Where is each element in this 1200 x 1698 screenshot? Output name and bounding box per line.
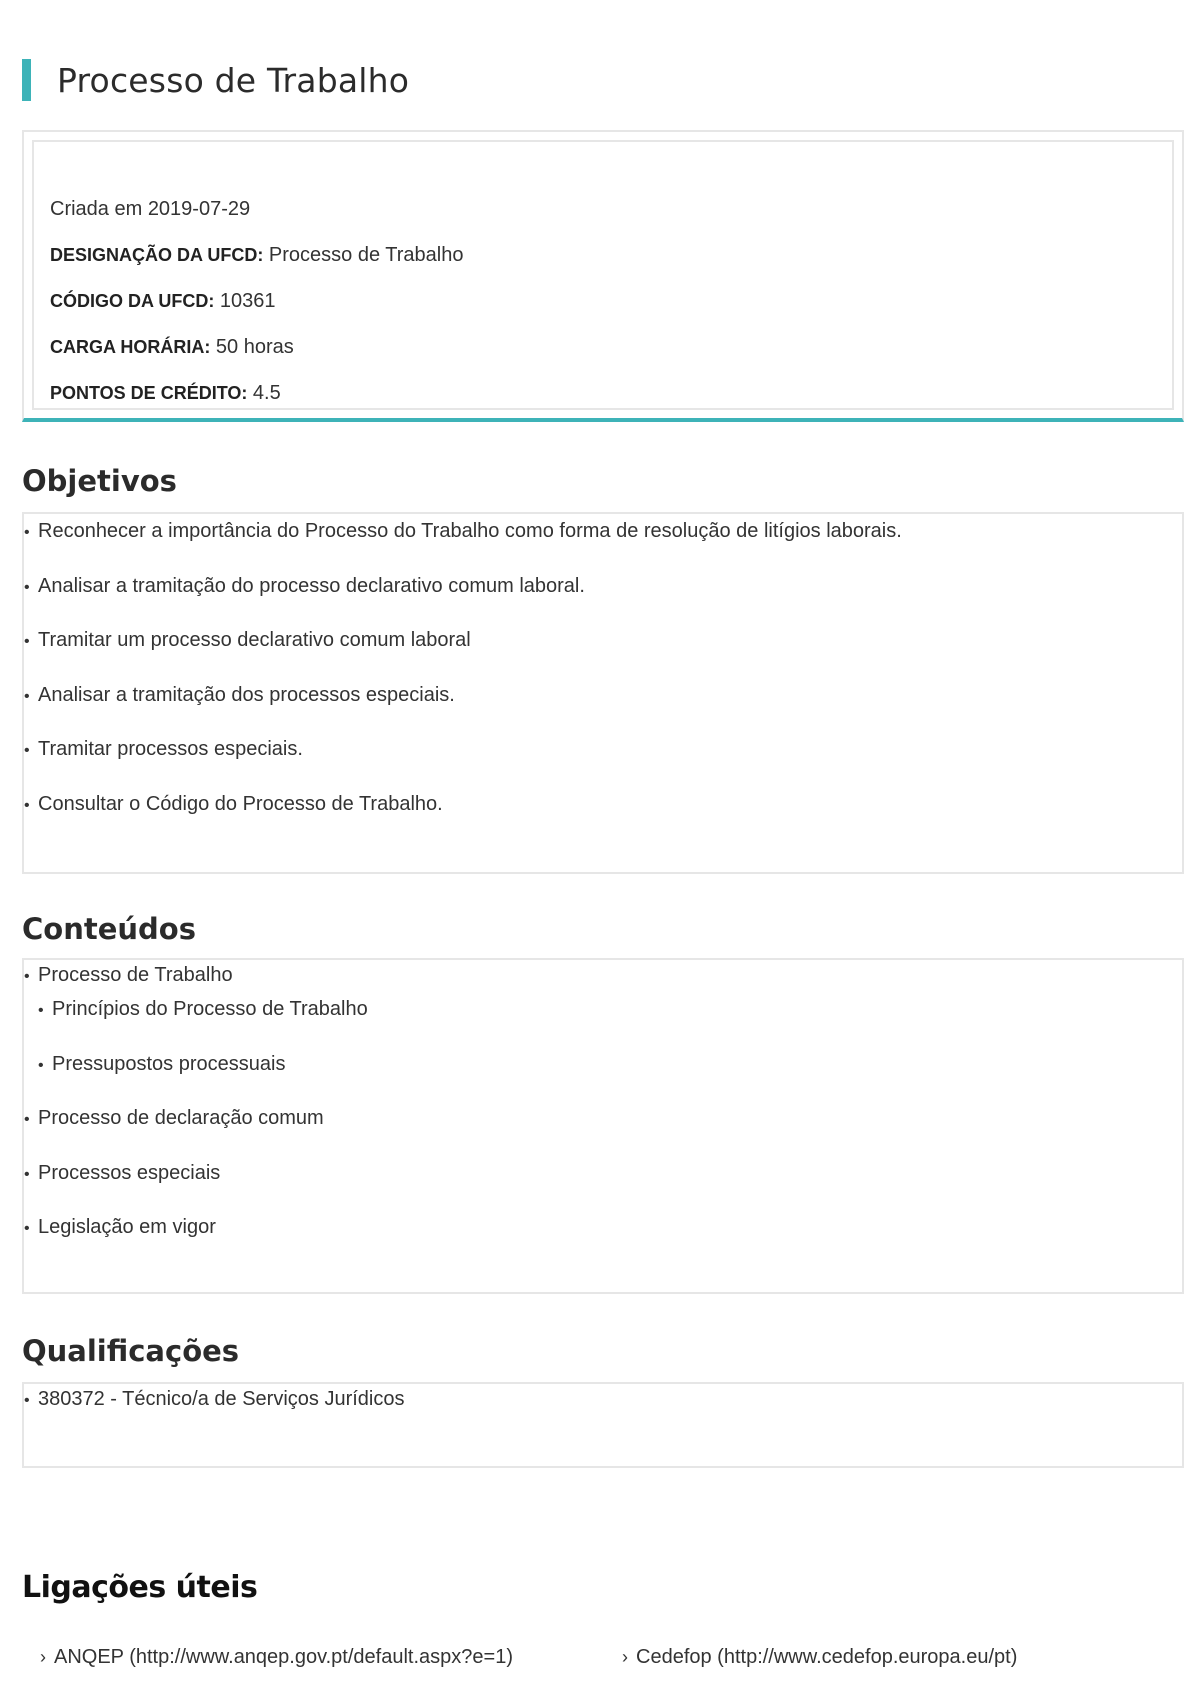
- list-item: [24, 1212, 1182, 1267]
- list-item-text: Processos especiais: [38, 1161, 221, 1184]
- info-label: CÓDIGO DA UFCD:: [50, 291, 215, 311]
- sub-list-item: [38, 994, 1182, 1049]
- objetivos-box: [22, 512, 1184, 874]
- list-item: [24, 787, 1182, 842]
- chevron-right-icon: ›: [40, 1647, 46, 1667]
- page-title: Processo de Trabalho: [57, 60, 410, 100]
- list-item-text: Processo de declaração comum: [38, 1107, 324, 1129]
- chevron-right-icon: ›: [622, 1647, 628, 1667]
- list-item-text: Tramitar um processo declarativo comum laboral: [38, 629, 471, 651]
- link-cedefop[interactable]: [622, 1640, 1017, 1674]
- useful-links: [22, 1640, 1184, 1674]
- bullet-icon: •: [38, 1002, 44, 1019]
- list-item-text: Tramitar processos especiais.: [38, 738, 303, 760]
- conteudos-box: [22, 958, 1184, 1294]
- list-item-text: Analisar a tramitação do processo declarativo comum laboral.: [38, 574, 585, 597]
- bullet-icon: •: [24, 796, 30, 814]
- sub-list-item: [38, 1049, 1182, 1104]
- ufcd-info-card: [22, 130, 1184, 422]
- link-text: ANQEP (http://www.anqep.gov.pt/default.aspx?e=1): [54, 1646, 513, 1668]
- list-item-text: Pressupostos processuais: [52, 1052, 286, 1075]
- bullet-icon: •: [38, 1056, 44, 1074]
- info-field-hours: [50, 324, 1172, 370]
- objetivos-list: [24, 514, 1182, 841]
- info-label: DESIGNAÇÃO DA UFCD:: [50, 245, 264, 265]
- info-value: 50 horas: [215, 336, 294, 358]
- conteudos-list: [24, 960, 1182, 1267]
- list-item-text: Processo de Trabalho: [38, 964, 233, 986]
- list-item: [24, 1103, 1182, 1158]
- qualificacoes-box: [22, 1382, 1184, 1468]
- list-item: [24, 960, 1182, 1103]
- list-item-text: Princípios do Processo de Trabalho: [52, 998, 368, 1020]
- info-field-code: [50, 278, 1172, 324]
- info-label: CARGA HORÁRIA:: [50, 337, 211, 357]
- bullet-icon: •: [24, 633, 30, 650]
- list-item: [24, 569, 1182, 624]
- section-title-links: Ligações úteis: [22, 1570, 258, 1605]
- list-item: [24, 623, 1182, 678]
- created-date: Criada em 2019-07-29: [50, 198, 251, 220]
- list-item: [24, 514, 1182, 569]
- sub-list: [24, 992, 1182, 1103]
- info-label: PONTOS DE CRÉDITO:: [50, 383, 248, 403]
- bullet-icon: •: [24, 968, 30, 985]
- list-item: [24, 732, 1182, 787]
- info-field-credits: [50, 370, 1172, 416]
- bullet-icon: •: [24, 524, 30, 541]
- list-item: [24, 678, 1182, 733]
- list-item-text: Analisar a tramitação dos processos especiais.: [38, 683, 455, 706]
- info-field-designation: [50, 232, 1172, 278]
- bullet-icon: •: [24, 1220, 30, 1237]
- list-item-text: 380372 - Técnico/a de Serviços Jurídicos: [38, 1388, 405, 1410]
- bullet-icon: •: [24, 742, 30, 759]
- list-item-text: Consultar o Código do Processo de Trabalho.: [38, 792, 443, 815]
- bullet-icon: •: [24, 687, 30, 705]
- bullet-icon: •: [24, 1165, 30, 1183]
- title-accent-bar: [22, 59, 31, 101]
- section-title-conteudos: Conteúdos: [22, 912, 196, 946]
- list-item-text: Legislação em vigor: [38, 1216, 216, 1238]
- list-item: [24, 1384, 1182, 1416]
- bullet-icon: •: [24, 1111, 30, 1128]
- link-text: Cedefop (http://www.cedefop.europa.eu/pt): [636, 1646, 1018, 1668]
- info-value: Processo de Trabalho: [268, 244, 464, 266]
- page-header: [22, 58, 409, 102]
- qualificacoes-list: [24, 1384, 1182, 1416]
- info-value: 10361: [219, 290, 276, 312]
- link-anqep[interactable]: [40, 1640, 513, 1674]
- section-title-objetivos: Objetivos: [22, 464, 177, 498]
- section-title-qualificacoes: Qualificações: [22, 1334, 240, 1368]
- bullet-icon: •: [24, 578, 30, 596]
- bullet-icon: •: [24, 1392, 30, 1409]
- ufcd-info-inner: [32, 140, 1174, 410]
- list-item: [24, 1158, 1182, 1213]
- info-value: 4.5: [252, 382, 281, 404]
- list-item-text: Reconhecer a importância do Processo do Trabalho como forma de resolução de litígios laborais.: [38, 520, 902, 542]
